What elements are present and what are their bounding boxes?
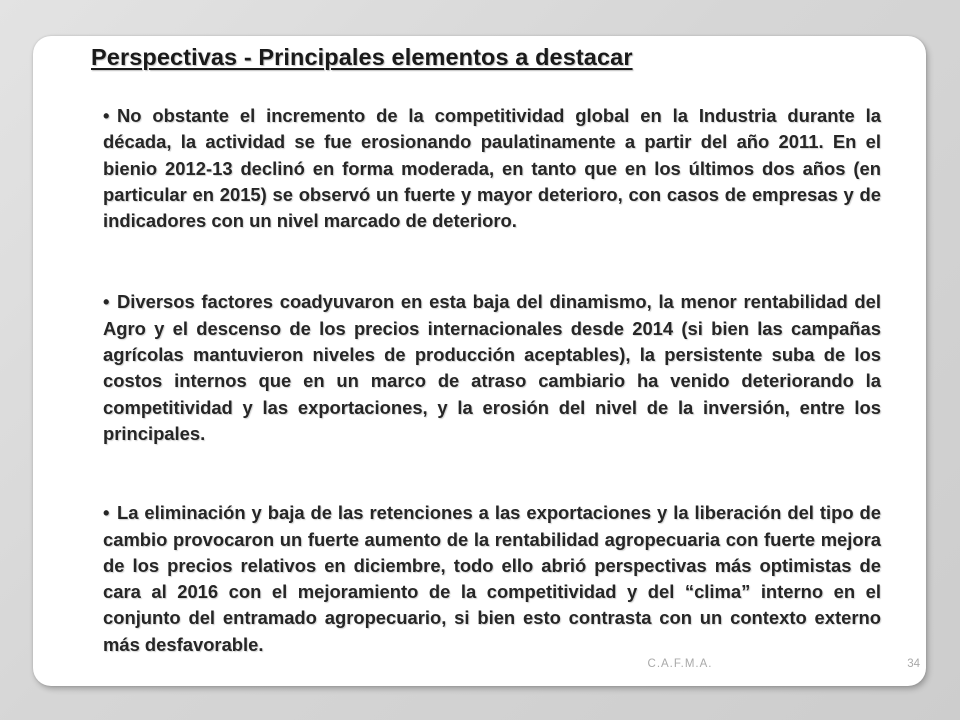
bullet-list [103,103,881,658]
bullet-text: No obstante el incremento de la competitividad global en la Industria durante la década, la actividad se fue erosionando paulatinamente a partir del año 2011. En el bienio 2012-13 declinó en forma moderada, en tanto que en los últimos dos años (en particular en 2015) se observó un fuerte y mayor deterioro, con casos de empresas y de indicadores con un nivel marcado de deterioro. [103,105,881,232]
page-number: 34 [907,658,920,670]
bullet-item [103,500,881,658]
bullet-marker: • [103,105,110,126]
bullet-text: Diversos factores coadyuvaron en esta baja del dinamismo, la menor rentabilidad del Agro y el descenso de los precios internacionales desde 2014 (si bien las campañas agrícolas mantuvieron niveles de producción aceptables), la persistente suba de los costos internos que en un marco de atraso cambiario ha venido deteriorando la competitividad y las exportaciones, y la erosión del nivel de la inversión, entre los principales. [103,291,881,444]
bullet-item [103,289,881,447]
bullet-text: La eliminación y baja de las retenciones a las exportaciones y la liberación del tipo de cambio provocaron un fuerte aumento de la rentabilidad agropecuaria con fuerte mejora de los precios relativos en diciembre, todo ello abrió perspectivas más optimistas de cara al 2016 con el mejoramiento de la competitividad y del “clima” interno en el conjunto del entramado agropecuario, si bien esto contrasta con un contexto externo más desfavorable. [103,502,881,655]
bullet-item [103,103,881,234]
bullet-marker: • [103,502,110,524]
bullet-marker: • [103,291,110,313]
footer-organization: C.A.F.M.A. [647,658,713,670]
slide-title: Perspectivas - Principales elementos a destacar [91,44,633,70]
